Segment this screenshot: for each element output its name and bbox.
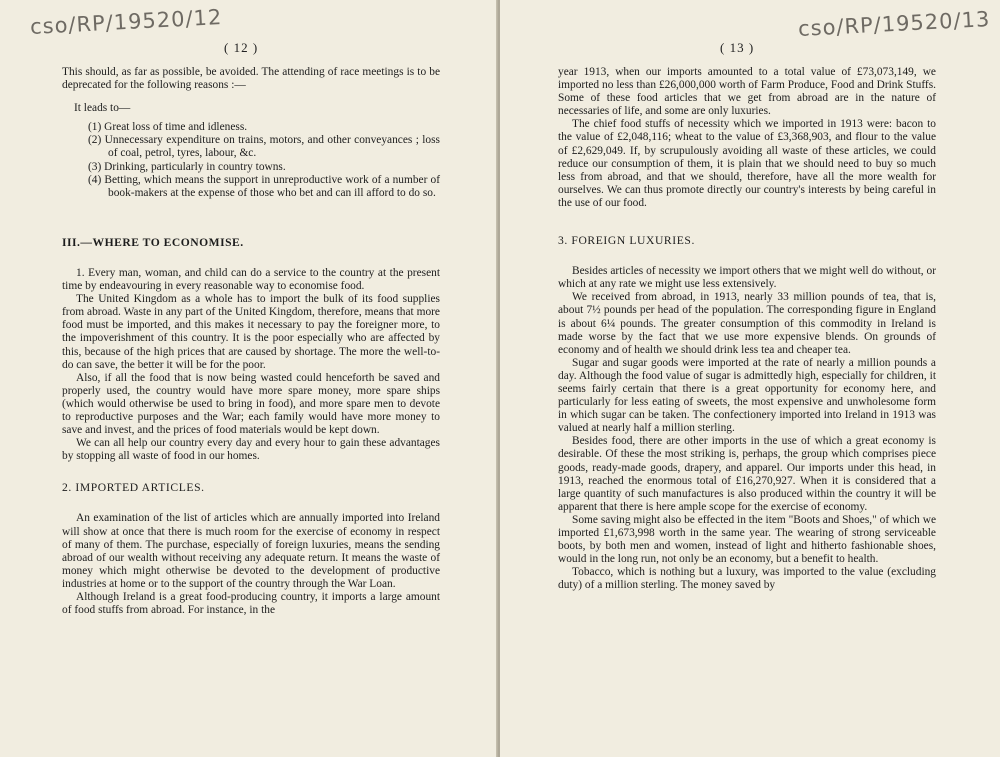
archive-reference-stamp: cso/RP/19520/13 <box>797 6 991 42</box>
paragraph: Sugar and sugar goods were imported at the rate of nearly a million pounds a day. Although the food value of sugar is admittedly high, especially for children, it seems fairly certain that there is a great opportunity for economy here, and particularly for less eating of sweets, the most expensive and unwholesome form in which sugar can be taken. The confectionery imported into Ireland in 1913 was valued at nearly half a million sterling. <box>558 356 936 435</box>
list-item: (4) Betting, which means the support in unreproductive work of a number of book-makers at the expense of those who bet and can ill afford to do so. <box>88 173 440 199</box>
subsection-heading: 3. FOREIGN LUXURIES. <box>558 234 695 248</box>
page-number: ( 13 ) <box>720 40 755 55</box>
paragraph: Besides articles of necessity we import others that we might well do without, or which at any rate we might use less extensively. <box>558 265 936 291</box>
paragraph: An examination of the list of articles which are annually imported into Ireland will show at once that there is much room for the exercise of economy in respect of many of them. The purchase, especially of foreign luxuries, means the sending abroad of our wealth without receiving any adequate return. It means the waste of money which might otherwise be devoted to the development of productive industries at home or to the support of the country through the War Loan. <box>62 512 440 590</box>
list-item: (1) Great loss of time and idleness. <box>88 121 248 134</box>
reasons-list <box>88 121 440 200</box>
page-number: ( 12 ) <box>224 40 259 55</box>
paragraph: Some saving might also be effected in the item "Boots and Shoes," of which we imported £1,673,998 worth in the same year. The wearing of strong serviceable boots, by both men and women, instead of light and hitherto fashionable shoes, would in the long run, not only be an economy, but a benefit to health. <box>558 513 936 566</box>
list-item: (3) Drinking, particularly in country towns. <box>88 160 286 173</box>
list-intro: It leads to— <box>74 102 131 115</box>
page-body <box>558 66 936 592</box>
right-page <box>500 0 1000 757</box>
paragraph: This should, as far as possible, be avoided. The attending of race meetings is to be deprecated for the following reasons :— <box>62 66 440 92</box>
paragraph: We received from abroad, in 1913, nearly 33 million pounds of tea, that is, about 7½ pounds per head of the population. The corresponding figure in England is about 6¼ pounds. The greater consumption of this commodity in Ireland is made worse by the fact that we use more expensive blends. On grounds of economy and of health we should drink less tea and cheaper tea. <box>558 291 936 356</box>
paragraph: Also, if all the food that is now being wasted could henceforth be saved and properly used, the country would have more spare money, more spare ships (which would otherwise be used to bring in food), and more spare men to devote to reproductive purposes and the War; each family would have more money to save and invest, and the prices of food materials would be kept down. <box>62 371 440 437</box>
paragraph: Besides food, there are other imports in the use of which a great economy is desirable. Of these the most striking is, perhaps, the group which comprises piece goods, ready-made goods, drapery, and apparel. Our imports under this head, in 1913, reached the enormous total of £16,270,927. When it is considered that a large quantity of such manufactures is also produced within the country it will be apparent that there is here ample scope for the exercise of economy. <box>558 435 936 513</box>
list-item: (2) Unnecessary expenditure on trains, motors, and other conveyances ; loss of coal, petrol, tyres, labour, &c. <box>88 134 440 160</box>
paragraph: We can all help our country every day and every hour to gain these advantages by stopping all waste of food in our homes. <box>62 437 440 463</box>
section-heading: III.—WHERE TO ECONOMISE. <box>62 235 244 249</box>
paragraph: Although Ireland is a great food-producing country, it imports a large amount of food stuffs from abroad. For instance, in the <box>62 591 440 617</box>
paragraph: The United Kingdom as a whole has to import the bulk of its food supplies from abroad. Waste in any part of the United Kingdom, therefore, means that more food must be imported, and this makes it necessary to pay the foreigner more, to the impoverishment of this country. It is the poor especially who are affected by this, because of the high prices that are caused by shortage. The more the well-to-do can save, the better it will be for the poor. <box>62 293 440 371</box>
paragraph: Tobacco, which is nothing but a luxury, was imported to the value (excluding duty) of a million sterling. The money saved by <box>558 566 936 592</box>
paragraph: year 1913, when our imports amounted to a total value of £73,073,149, we imported no less than £26,000,000 worth of Farm Produce, Food and Drink Stuffs. Some of these food articles that we get from abroad are in the nature of necessaries of life, and some are only luxuries. <box>558 66 936 118</box>
paragraph: 1. Every man, woman, and child can do a service to the country at the present time by endeavouring in every reasonable way to economise food. <box>62 266 440 293</box>
page-body <box>62 66 440 617</box>
subsection-heading: 2. IMPORTED ARTICLES. <box>62 481 205 495</box>
paragraph: The chief food stuffs of necessity which we imported in 1913 were: bacon to the value of £2,048,116; wheat to the value of £3,368,903, and flour to the value of £2,629,049. If, by scrupulously avoiding all waste of these articles, we could reduce our consumption of them, it is plain that we should need to buy so much less from abroad, and that we should, therefore, have all the more wealth for ourselves. We can thus promote directly our country's interests by being careful in the use of our food. <box>558 118 936 209</box>
archive-reference-stamp: cso/RP/19520/12 <box>29 4 223 40</box>
left-page <box>0 0 498 757</box>
